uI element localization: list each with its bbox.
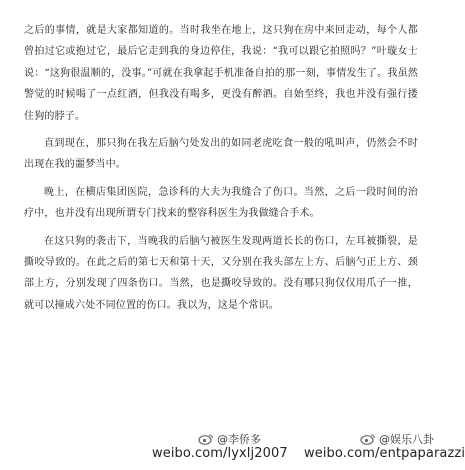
article-paragraph: 晚上，在横店集团医院，急诊科的大夫为我缝合了伤口。当然，之后一段时间的治疗中，也并没有出现所谓专门找来的整容科医生为我做缝合手术。 bbox=[24, 186, 418, 220]
watermark-url: weibo.com/entpaparazzi bbox=[304, 446, 465, 461]
watermark-handle: @李侨多 bbox=[217, 433, 261, 446]
article-paragraph: 直到现在，那只狗在我左后脑勺处发出的如同老虎吃食一般的吼叫声，仍然会不时出现在我的噩梦当中。 bbox=[24, 138, 418, 171]
weibo-watermark bbox=[152, 432, 302, 464]
article-paragraph: 之后的事情，就是大家都知道的。当时我坐在地上，这只狗在房中来回走动，每个人都曾拍过它或抱过它，最后它走到我的身边停住，我说：“我可以跟它拍照吗？”叶璇女士说：“这狗很温顺的，没事。”可就在我拿起手机准备自拍的那一刻，事情发生了。我虽然警觉的时候喝了一点红酒，但我没有喝多，更没有醉酒。自始至终，我也并没有强行搂住狗的脖子。 bbox=[24, 25, 418, 122]
weibo-logo-icon bbox=[360, 433, 376, 445]
article-body bbox=[24, 20, 418, 322]
weibo-logo-icon bbox=[198, 433, 214, 445]
watermark-handle: @娱乐八卦 bbox=[379, 433, 434, 446]
watermark-handle-row bbox=[198, 432, 261, 446]
watermark-footer bbox=[152, 432, 465, 464]
article-paragraph: 在这只狗的袭击下，当晚我的后脑勺被医生发现两道长长的伤口，左耳被撕裂，是撕咬导致的。在此之后的第七天和第十天，又分别在我头部左上方、后脑勺正上方、颈部上方，分别发现了四条伤口。当然，也是撕咬导致的。没有哪只狗仅仅用爪子一推，就可以撞成六处不同位置的伤口。我以为，这是个常识。 bbox=[24, 235, 418, 311]
watermark-handle-row bbox=[360, 432, 434, 446]
watermark-url: weibo.com/lyxlj2007 bbox=[152, 446, 288, 461]
weibo-watermark bbox=[302, 432, 465, 464]
